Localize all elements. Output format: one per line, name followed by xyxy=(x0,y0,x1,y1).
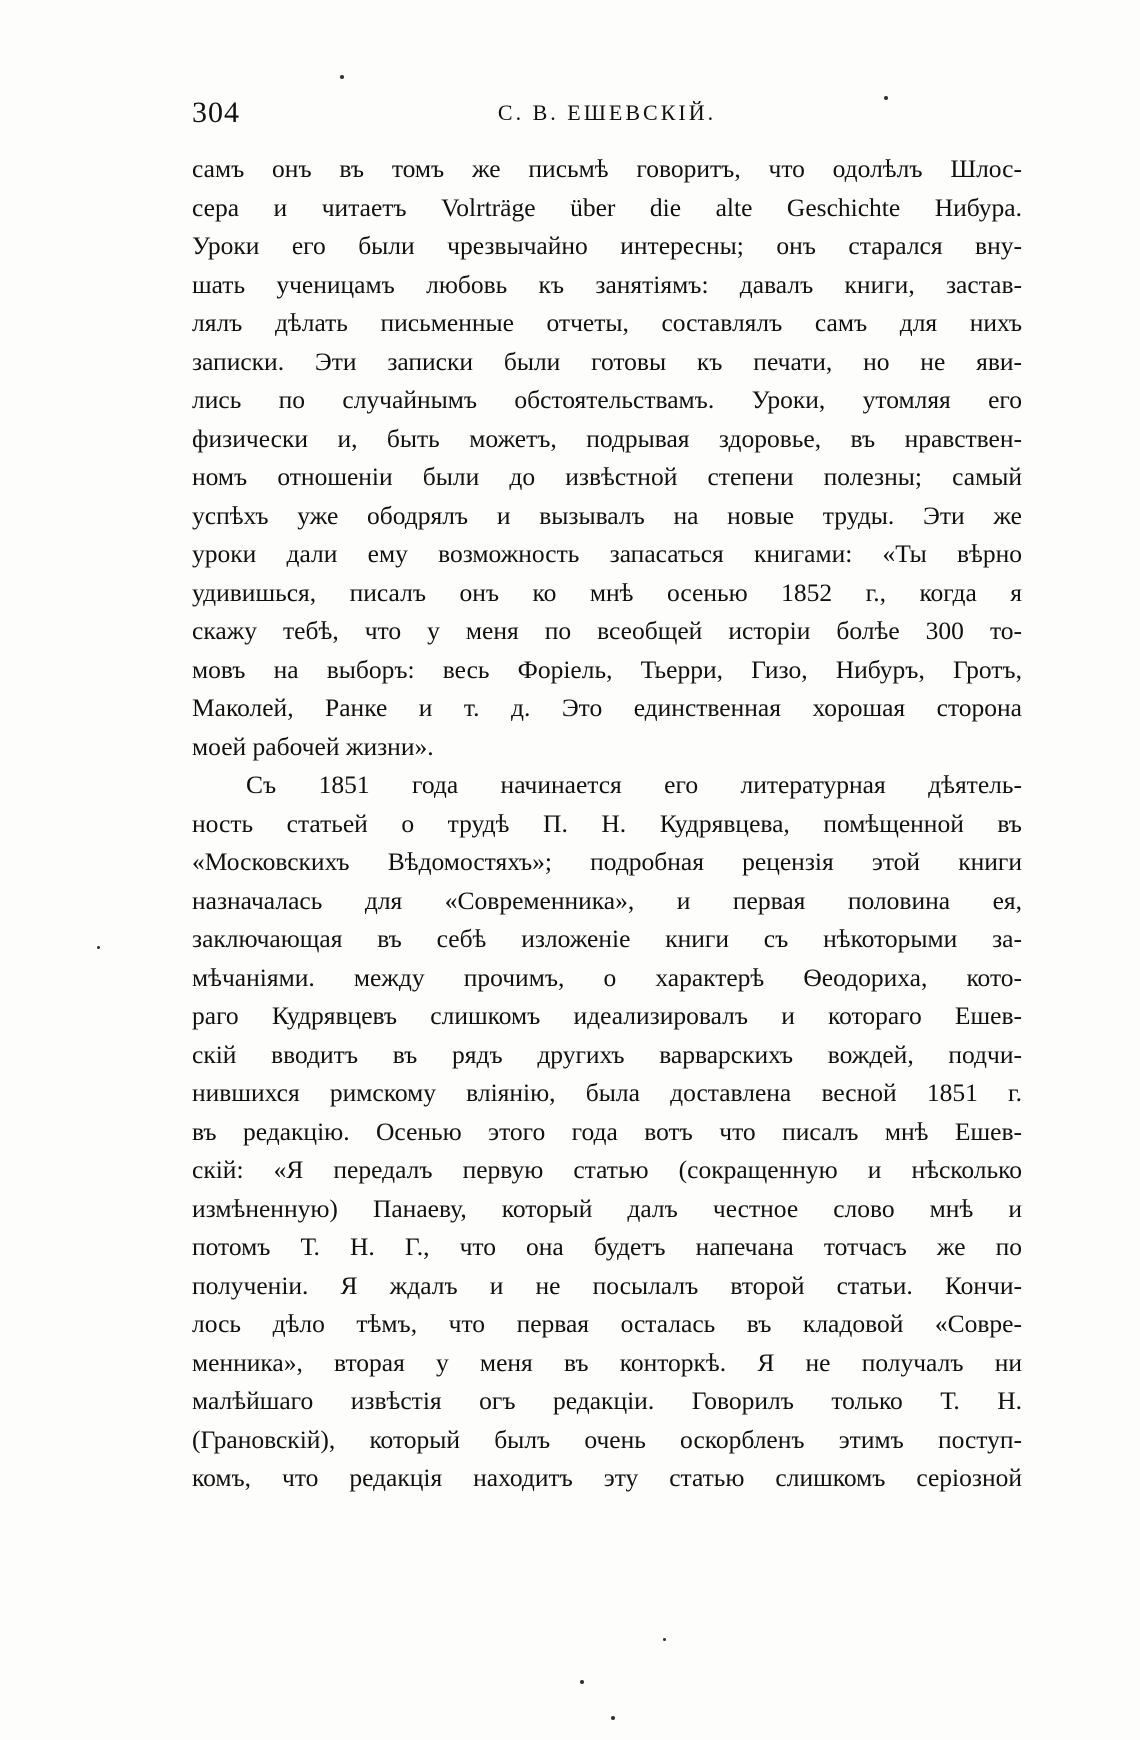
scan-speck xyxy=(884,96,888,100)
text-line: лось дѣло тѣмъ, что первая осталась въ кладовой «Совре- xyxy=(192,1309,1022,1338)
text-line: самъ онъ въ томъ же письмѣ говоритъ, что одолѣлъ Шлос- xyxy=(192,154,1022,183)
text-line: комъ, что редакція находитъ эту статью слишкомъ серіозной xyxy=(192,1463,1022,1492)
body-text xyxy=(192,150,1022,1498)
text-line: записки. Эти записки были готовы къ печати, но не яви- xyxy=(192,346,1022,376)
text-line: Уроки его были чрезвычайно интересны; онъ старался вну- xyxy=(192,231,1022,260)
text-line: заключающая въ себѣ изложеніе книги съ нѣкоторыми за- xyxy=(192,924,1022,953)
text-line: моей рабочей жизни». xyxy=(192,731,434,761)
text-line: номъ отношеніи были до извѣстной степени полезны; самый xyxy=(192,462,1022,491)
text-line: удивишься, писалъ онъ ко мнѣ осенью 1852 г., когда я xyxy=(192,577,1022,607)
text-line: мѣчаніями. между прочимъ, о характерѣ Ѳеодориха, кото- xyxy=(192,962,1022,992)
text-line: лись по случайнымъ обстоятельствамъ. Уроки, утомляя его xyxy=(192,385,1022,414)
text-line: успѣхъ уже ободрялъ и вызывалъ на новые труды. Эти же xyxy=(192,500,1022,530)
text-line: ность статьей о трудѣ П. Н. Кудрявцева, помѣщенной въ xyxy=(192,808,1022,838)
text-line: нившихся римскому вліянію, была доставлена весной 1851 г. xyxy=(192,1078,1022,1107)
text-line: полученіи. Я ждалъ и не посылалъ второй статьи. Кончи- xyxy=(192,1270,1022,1300)
text-line: сера и читаетъ Volrträge über die alte Geschichte Нибура. xyxy=(192,192,1022,222)
text-line: скій: «Я передалъ первую статью (сокращенную и нѣсколько xyxy=(192,1155,1022,1184)
text-line: скажу тебѣ, что у меня по всеобщей исторіи болѣе 300 то- xyxy=(192,616,1022,645)
text-line: (Грановскій), который былъ очень оскорбленъ этимъ поступ- xyxy=(192,1424,1022,1454)
text-line: въ редакцію. Осенью этого года вотъ что писалъ мнѣ Ешев- xyxy=(192,1116,1022,1146)
scan-speck xyxy=(340,75,344,79)
text-line: раго Кудрявцевъ слишкомъ идеализировалъ и котораго Ешев- xyxy=(192,1001,1022,1030)
text-line: скій вводитъ въ рядъ другихъ варварскихъ вождей, подчи- xyxy=(192,1039,1022,1069)
running-head: С. В. ЕШЕВСКІЙ. xyxy=(497,100,717,125)
text-line: Маколей, Ранке и т. д. Это единственная хорошая сторона xyxy=(192,693,1022,722)
text-line: физически и, быть можетъ, подрывая здоровье, въ нравствен- xyxy=(192,423,1022,453)
text-line: назначалась для «Современника», и первая половина ея, xyxy=(192,885,1022,915)
text-line: измѣненную) Панаеву, который далъ честное слово мнѣ и xyxy=(192,1193,1022,1223)
scan-speck xyxy=(580,1680,584,1684)
scan-speck xyxy=(663,1638,666,1641)
paragraph xyxy=(192,766,1022,1498)
paragraph xyxy=(192,150,1022,766)
text-line: Съ 1851 года начинается его литературная дѣятель- xyxy=(246,770,1022,799)
text-line: малѣйшаго извѣстія огъ редакціи. Говорилъ только Т. Н. xyxy=(192,1386,1022,1415)
text-line: потомъ Т. Н. Г., что она будетъ напечана тотчасъ же по xyxy=(192,1232,1022,1261)
text-line: менника», вторая у меня въ конторкѣ. Я не получалъ ни xyxy=(192,1347,1022,1377)
text-line: уроки дали ему возможность запасаться книгами: «Ты вѣрно xyxy=(192,539,1022,568)
text-line: мовъ на выборъ: весь Форіель, Тьерри, Гизо, Нибуръ, Гротъ, xyxy=(192,654,1022,684)
text-line: лялъ дѣлать письменные отчеты, составлялъ самъ для нихъ xyxy=(192,308,1022,337)
page-header xyxy=(192,96,1022,136)
text-line: шать ученицамъ любовь къ занятіямъ: давалъ книги, застав- xyxy=(192,269,1022,299)
text-line: «Московскихъ Вѣдомостяхъ»; подробная рецензія этой книги xyxy=(192,847,1022,876)
scan-speck xyxy=(611,1716,615,1720)
page-number: 304 xyxy=(192,96,240,129)
scan-speck xyxy=(97,946,100,949)
